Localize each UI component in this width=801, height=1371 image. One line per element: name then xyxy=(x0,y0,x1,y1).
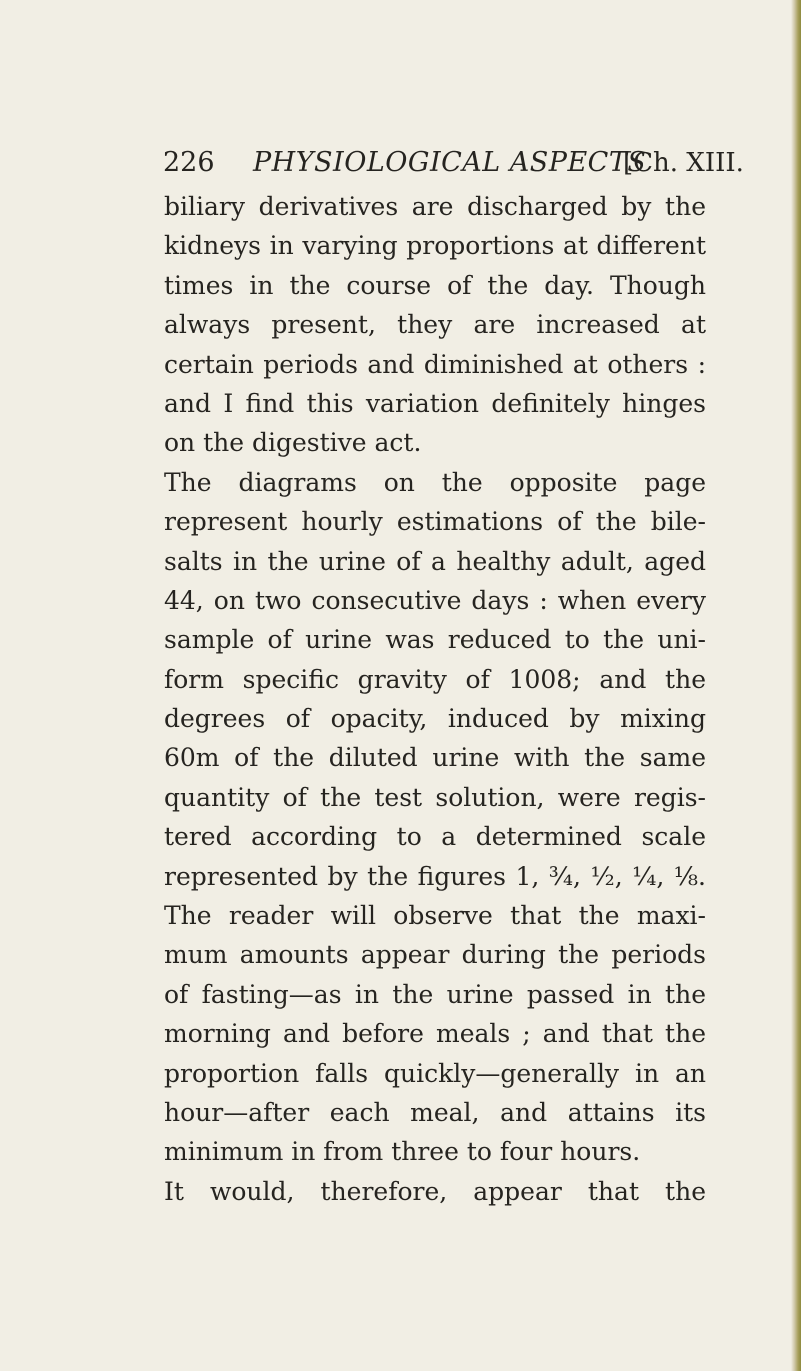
text-line: times in the course of the day. Though xyxy=(164,270,706,300)
text-line: always present, they are increased at xyxy=(164,310,706,340)
text-line: The diagrams on the opposite page xyxy=(164,467,706,497)
text-line: morning and before meals ; and that the xyxy=(164,1019,706,1049)
text-line: mum amounts appear during the periods xyxy=(164,940,706,970)
text-line: The reader will observe that the maxi- xyxy=(164,901,706,931)
text-line: and I find this variation definitely hinges xyxy=(164,388,706,418)
text-line: sample of urine was reduced to the uni- xyxy=(164,625,706,655)
text-line: quantity of the test solution, were regis- xyxy=(164,782,706,812)
text-line: represent hourly estimations of the bile- xyxy=(164,507,706,537)
text-line: minimum in from three to four hours. xyxy=(164,1137,641,1167)
text-line: biliary derivatives are discharged by the xyxy=(164,192,706,221)
text-line: on the digestive act. xyxy=(164,428,422,458)
text-line: form specific gravity of 1008; and the xyxy=(164,664,706,694)
text-line: 60m of the diluted urine with the same xyxy=(164,743,706,773)
text-line: of fasting—as in the urine passed in the xyxy=(164,979,706,1009)
text-line: degrees of opacity, induced by mixing xyxy=(164,704,706,734)
body-text xyxy=(164,187,706,1211)
text-line: represented by the figures 1, ¾, ½, ¼, ⅛. xyxy=(164,861,706,891)
text-line: salts in the urine of a healthy adult, aged xyxy=(164,546,706,576)
text-line: 44, on two consecutive days : when every xyxy=(164,585,706,615)
page-header xyxy=(163,146,744,180)
text-line: kidneys in varying proportions at different xyxy=(164,231,706,261)
text-line: hour—after each meal, and attains its xyxy=(164,1097,706,1127)
text-line: It would, therefore, appear that the xyxy=(164,1176,706,1206)
text-line: tered according to a determined scale xyxy=(164,822,706,852)
page-edge xyxy=(791,0,801,1371)
page-number: 226 xyxy=(163,147,215,178)
text-line: certain periods and diminished at others : xyxy=(164,349,706,379)
running-title: PHYSIOLOGICAL ASPECTS xyxy=(253,147,647,178)
chapter-reference: [Ch. XIII. xyxy=(623,148,744,178)
text-line: proportion falls quickly—generally in an xyxy=(164,1058,706,1088)
